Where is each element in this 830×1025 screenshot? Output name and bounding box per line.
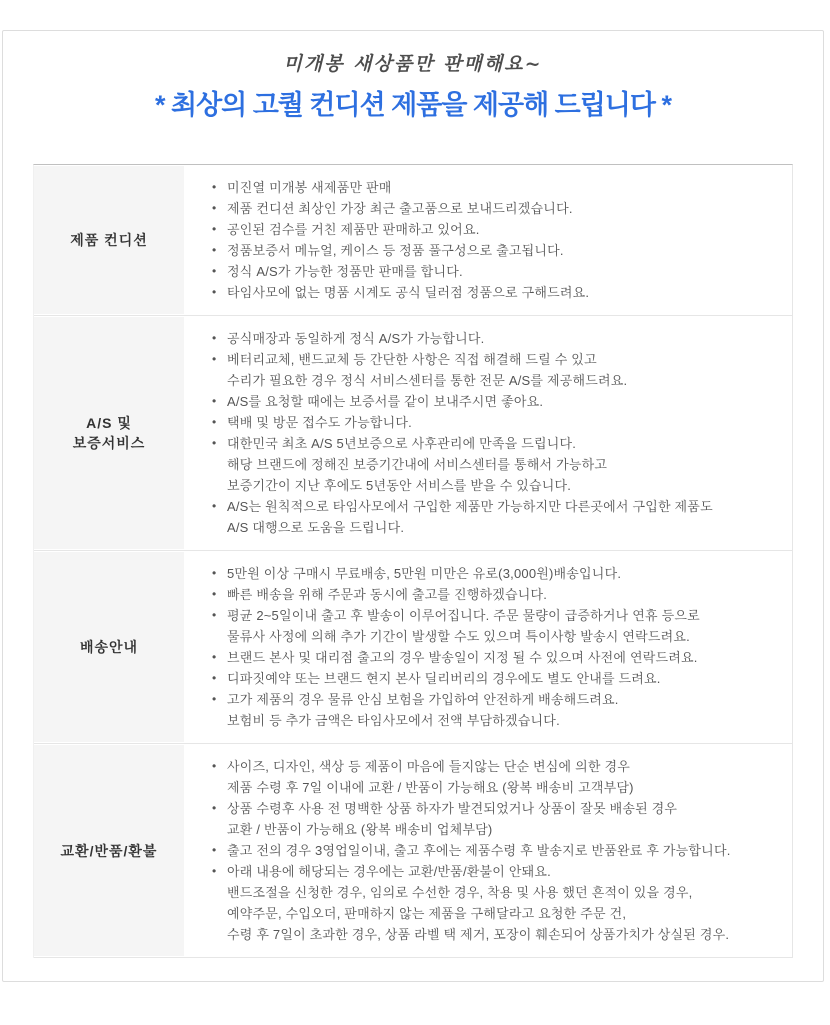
- bullet-icon: •: [212, 201, 217, 215]
- bullet-icon: •: [212, 843, 217, 857]
- bullet-line: [212, 840, 782, 861]
- line-text: 해당 브랜드에 정해진 보증기간내에 서비스센터를 통해서 가능하고: [227, 457, 608, 472]
- line-text: 보험비 등 추가 금액은 타임사모에서 전액 부담하겠습니다.: [227, 713, 560, 728]
- line-text: 아래 내용에 해당되는 경우에는 교환/반품/환불이 안돼요.: [227, 864, 551, 879]
- continuation-line: [212, 370, 782, 391]
- line-text: 보증기간이 지난 후에도 5년동안 서비스를 받을 수 있습니다.: [227, 478, 572, 493]
- bullet-line: [212, 668, 782, 689]
- bullet-line: [212, 605, 782, 626]
- row-label-text: 배송안내: [79, 639, 139, 655]
- bullet-icon: •: [212, 415, 217, 429]
- row-label: [34, 317, 184, 549]
- bullet-icon: •: [212, 566, 217, 580]
- row-label-text: 교환/반품/환불: [60, 842, 158, 859]
- bullet-line: [212, 433, 782, 454]
- bullet-icon: •: [212, 285, 217, 299]
- table-row: [34, 316, 792, 551]
- bullet-line: [212, 412, 782, 433]
- bullet-line: [212, 391, 782, 412]
- table-row: [34, 744, 792, 958]
- continuation-line: [212, 626, 782, 647]
- bullet-icon: •: [212, 608, 217, 622]
- bullet-icon: •: [212, 692, 217, 706]
- line-text: 밴드조절을 신청한 경우, 임의로 수선한 경우, 착용 및 사용 했던 흔적이 있을 경우,: [227, 885, 693, 900]
- bullet-icon: •: [212, 864, 217, 878]
- bullet-line: [212, 240, 782, 261]
- bullet-line: [212, 177, 782, 198]
- row-label: [34, 166, 184, 314]
- line-text: 대한민국 최초 A/S 5년보증으로 사후관리에 만족을 드립니다.: [227, 436, 577, 451]
- bullet-icon: •: [212, 222, 217, 236]
- bullet-line: [212, 261, 782, 282]
- row-label: [34, 552, 184, 742]
- line-text: 제품 수령 후 7일 이내에 교환 / 반품이 가능해요 (왕복 배송비 고객부담): [227, 780, 634, 795]
- line-text: 브랜드 본사 및 대리점 출고의 경우 발송일이 지정 될 수 있으며 사전에 연락드려요.: [227, 650, 698, 665]
- bullet-icon: •: [212, 650, 217, 664]
- line-text: A/S 대행으로 도움을 드립니다.: [227, 520, 405, 535]
- row-content: [184, 316, 792, 550]
- table-row: [34, 165, 792, 316]
- continuation-line: [212, 475, 782, 496]
- bullet-line: [212, 798, 782, 819]
- line-text: 상품 수령후 사용 전 명백한 상품 하자가 발견되었거나 상품이 잘못 배송된 경우: [227, 801, 678, 816]
- bullet-icon: •: [212, 394, 217, 408]
- bullet-icon: •: [212, 331, 217, 345]
- continuation-line: [212, 710, 782, 731]
- row-label-text: 보증서비스: [72, 435, 146, 451]
- bullet-icon: •: [212, 352, 217, 366]
- line-text: 미진열 미개봉 새제품만 판매: [227, 180, 392, 195]
- line-text: 제품 컨디션 최상인 가장 최근 출고품으로 보내드리겠습니다.: [227, 201, 573, 216]
- bullet-icon: •: [212, 180, 217, 194]
- bullet-line: [212, 563, 782, 584]
- continuation-line: [212, 454, 782, 475]
- row-content: [184, 165, 792, 315]
- line-text: 평균 2~5일이내 출고 후 발송이 이루어집니다. 주문 물량이 급증하거나 연휴 등으로: [227, 608, 700, 623]
- line-text: 수리가 필요한 경우 정식 서비스센터를 통한 전문 A/S를 제공해드려요.: [227, 373, 628, 388]
- bullet-line: [212, 496, 782, 517]
- bullet-icon: •: [212, 436, 217, 450]
- bullet-line: [212, 689, 782, 710]
- bullet-icon: •: [212, 801, 217, 815]
- line-text: 고가 제품의 경우 물류 안심 보험을 가입하여 안전하게 배송해드려요.: [227, 692, 619, 707]
- row-label: [34, 745, 184, 956]
- bullet-line: [212, 198, 782, 219]
- tagline: 미개봉 새상품만 판매해요~: [283, 53, 543, 75]
- bullet-line: [212, 756, 782, 777]
- bullet-line: [212, 647, 782, 668]
- line-text: A/S는 원칙적으로 타임사모에서 구입한 제품만 가능하지만 다른곳에서 구입한 제품도: [227, 499, 713, 514]
- line-text: 공인된 검수를 거친 제품만 판매하고 있어요.: [227, 222, 480, 237]
- row-label-text: A/S 및: [86, 415, 132, 431]
- line-text: 정품보증서 메뉴얼, 케이스 등 정품 풀구성으로 출고됩니다.: [227, 243, 564, 258]
- line-text: A/S를 요청할 때에는 보증서를 같이 보내주시면 좋아요.: [227, 394, 544, 409]
- table-row: [34, 551, 792, 744]
- line-text: 5만원 이상 구매시 무료배송, 5만원 미만은 유로(3,000원)배송입니다.: [227, 566, 622, 581]
- bullet-icon: •: [212, 499, 217, 513]
- info-table: [33, 164, 793, 958]
- continuation-line: [212, 517, 782, 538]
- line-text: 정식 A/S가 가능한 정품만 판매를 합니다.: [227, 264, 463, 279]
- line-text: 택배 및 방문 접수도 가능합니다.: [227, 415, 412, 430]
- bullet-icon: •: [212, 759, 217, 773]
- line-text: 예약주문, 수입오더, 판매하지 않는 제품을 구해달라고 요청한 주문 건,: [227, 906, 627, 921]
- line-text: 베터리교체, 밴드교체 등 간단한 사항은 직접 해결해 드릴 수 있고: [227, 352, 597, 367]
- continuation-line: [212, 924, 782, 945]
- header: [3, 31, 823, 122]
- continuation-line: [212, 777, 782, 798]
- line-text: 타임사모에 없는 명품 시계도 공식 딜러점 정품으로 구해드려요.: [227, 285, 590, 300]
- continuation-line: [212, 819, 782, 840]
- bullet-line: [212, 282, 782, 303]
- line-text: 공식매장과 동일하게 정식 A/S가 가능합니다.: [227, 331, 485, 346]
- bullet-line: [212, 584, 782, 605]
- row-content: [184, 744, 792, 957]
- bullet-line: [212, 861, 782, 882]
- bullet-icon: •: [212, 587, 217, 601]
- line-text: 수령 후 7일이 초과한 경우, 상품 라벨 택 제거, 포장이 훼손되어 상품가치가 상실된 경우.: [227, 927, 730, 942]
- line-text: 빠른 배송을 위해 주문과 동시에 출고를 진행하겠습니다.: [227, 587, 548, 602]
- bullet-line: [212, 328, 782, 349]
- page-frame: [2, 30, 824, 982]
- page-title: * 최상의 고퀄 컨디션 제품을 제공해 드립니다 *: [154, 90, 671, 120]
- line-text: 물류사 사정에 의해 추가 기간이 발생할 수도 있으며 특이사항 발송시 연락드려요.: [227, 629, 690, 644]
- bullet-icon: •: [212, 264, 217, 278]
- bullet-line: [212, 349, 782, 370]
- line-text: 교환 / 반품이 가능해요 (왕복 배송비 업체부담): [227, 822, 493, 837]
- continuation-line: [212, 903, 782, 924]
- line-text: 디파짓예약 또는 브랜드 현지 본사 딜리버리의 경우에도 별도 안내를 드려요.: [227, 671, 661, 686]
- row-content: [184, 551, 792, 743]
- bullet-line: [212, 219, 782, 240]
- row-label-text: 제품 컨디션: [70, 232, 148, 248]
- continuation-line: [212, 882, 782, 903]
- line-text: 출고 전의 경우 3영업일이내, 출고 후에는 제품수령 후 발송지로 반품완료 후 가능합니다.: [227, 843, 731, 858]
- bullet-icon: •: [212, 671, 217, 685]
- line-text: 사이즈, 디자인, 색상 등 제품이 마음에 들지않는 단순 변심에 의한 경우: [227, 759, 630, 774]
- bullet-icon: •: [212, 243, 217, 257]
